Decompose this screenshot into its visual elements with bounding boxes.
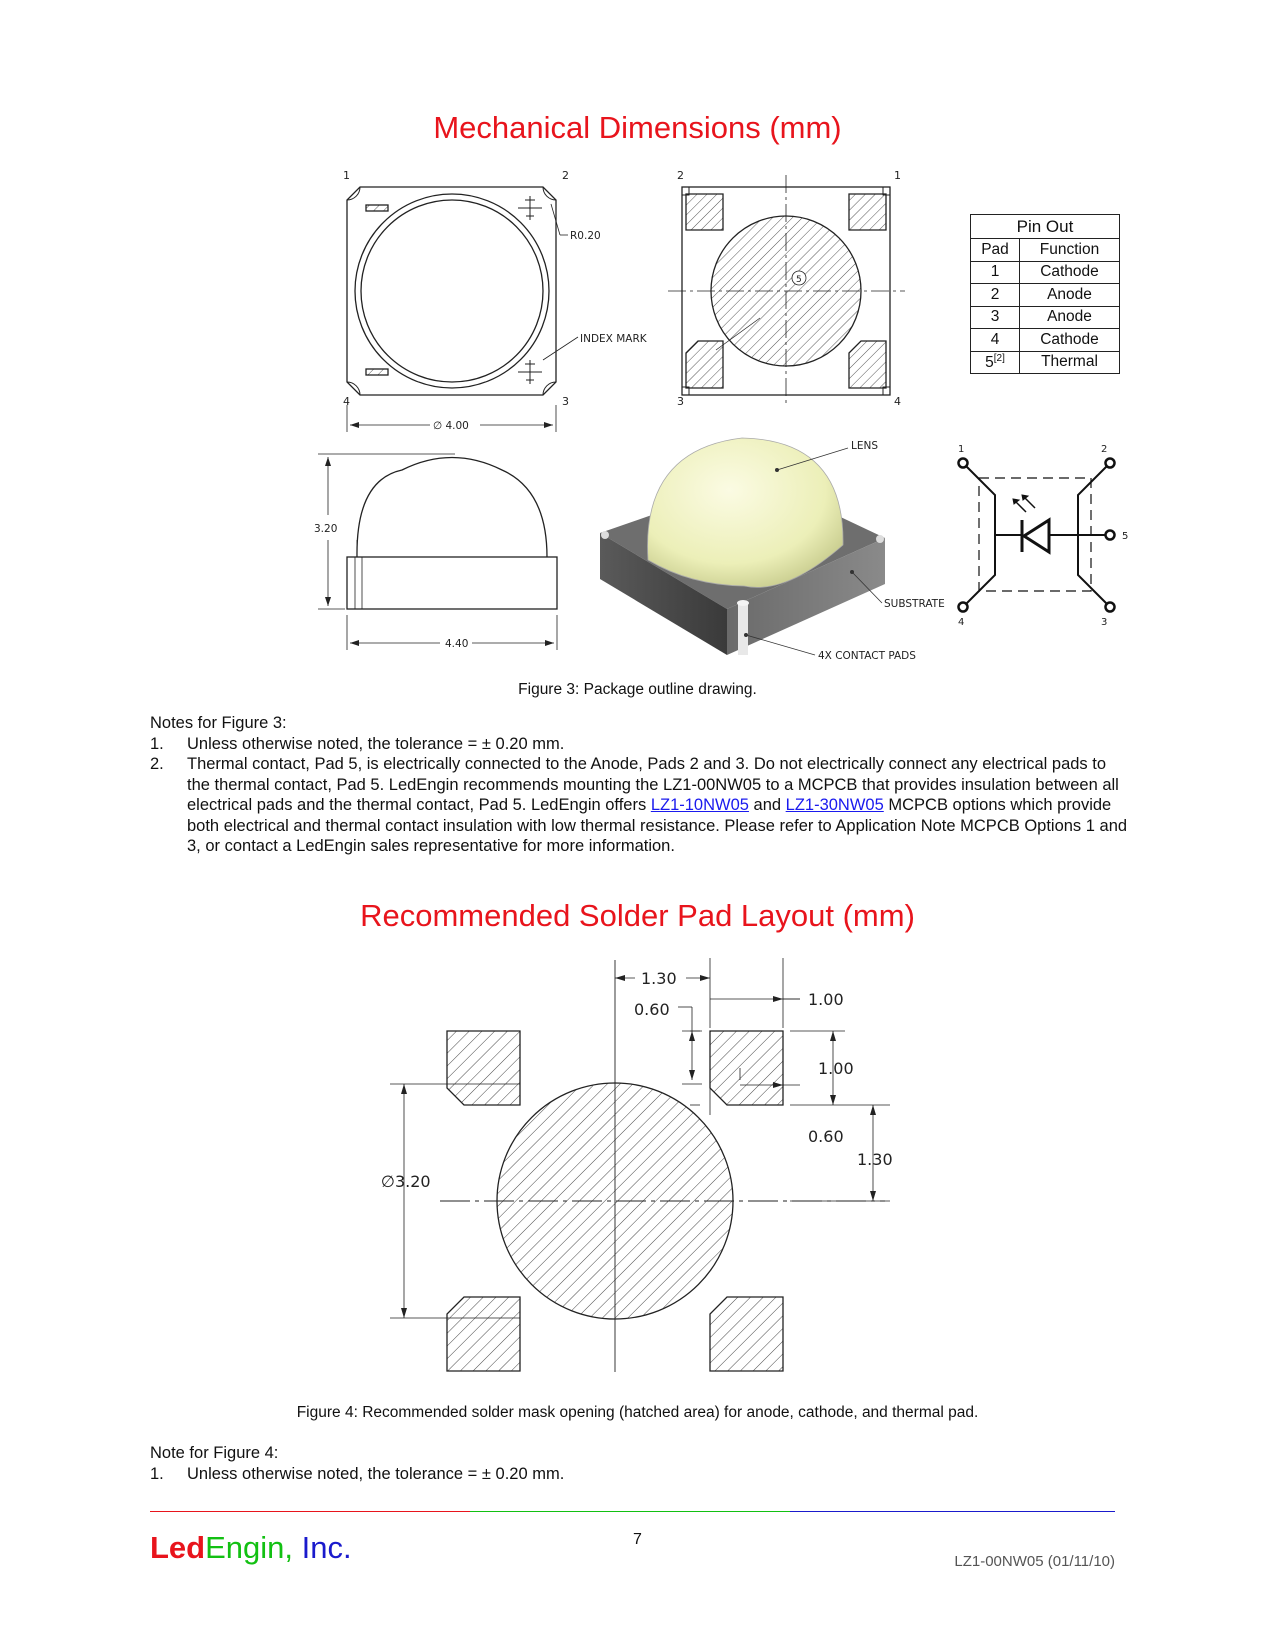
pinout-table: [970, 214, 1120, 374]
notes-heading: Note for Figure 4:: [150, 1444, 279, 1462]
note-item: 1. Unless otherwise noted, the tolerance = ± 0.20 mm.: [150, 734, 565, 753]
solder-pad-layout-drawing: [0, 940, 1275, 1380]
side-view: [318, 454, 557, 650]
pinout-header-function: Function: [1020, 239, 1120, 262]
company-logo: LedEngin, Inc.: [150, 1530, 352, 1565]
dim-label: 1.00: [818, 1059, 854, 1078]
corner-label: 1: [343, 169, 350, 182]
diameter-label: ∅ 4.00: [433, 420, 469, 432]
notes-heading: Notes for Figure 3:: [150, 714, 287, 732]
table-row: [971, 351, 1120, 374]
solder-pad-4: [447, 1297, 520, 1371]
pinout-title: Pin Out: [971, 215, 1120, 239]
pin-label: 3: [1101, 617, 1108, 628]
section-title-mechanical: Mechanical Dimensions (mm): [433, 110, 842, 145]
corner-label: 3: [562, 395, 569, 408]
solder-pad-3: [710, 1297, 783, 1371]
footer-rule-red: [150, 1511, 470, 1512]
corner-label: 3: [677, 395, 684, 408]
bottom-view: [668, 175, 905, 405]
pin-label: 2: [1101, 444, 1108, 455]
corner-label: 2: [562, 169, 569, 182]
function-cell: Thermal: [1020, 351, 1120, 374]
top-view: [347, 187, 578, 432]
pad-cell: 4: [971, 329, 1020, 352]
corner-label: 1: [894, 169, 901, 182]
figure3-notes: [150, 713, 1130, 857]
dim-label: 0.60: [634, 1000, 670, 1019]
note-item: 2. Thermal contact, Pad 5, is electrically connected to the Anode, Pads 2 and 3. Do not electrically connect any electrical pads to the thermal contact, Pad 5. LedEngin recommends mounting the LZ1-00NW05 to a MCPCB that provides insulation between all electrical pads and the thermal contact, Pad 5. LedEngin offers LZ1-10NW05 and LZ1-30NW05 MCPCB options which provide both electrical and thermal contact insulation with low thermal resistance. Please refer to Application Note MCPCB Options 1 and 3, or contact a LedEngin sales representative for more information.: [150, 755, 1128, 855]
solder-pad-2: [710, 1031, 783, 1105]
footer-rule-blue: [790, 1511, 1115, 1512]
note-item: 1. Unless otherwise noted, the tolerance = ± 0.20 mm.: [150, 1464, 565, 1483]
pin-label: 1: [958, 444, 965, 455]
document-id: LZ1-00NW05 (01/11/10): [954, 1553, 1115, 1570]
pad-cell: 5[2]: [971, 351, 1020, 374]
table-row: [971, 306, 1120, 329]
corner-label: 4: [894, 395, 901, 408]
isometric-render: [600, 438, 885, 655]
dim-label: 0.60: [808, 1127, 844, 1146]
function-cell: Cathode: [1020, 261, 1120, 284]
figure3-caption: Figure 3: Package outline drawing.: [518, 681, 757, 698]
table-row: [971, 329, 1120, 352]
link-lz1-10nw05[interactable]: LZ1-10NW05: [650, 796, 749, 814]
table-row: [971, 261, 1120, 284]
dim-label: 1.00: [808, 990, 844, 1009]
dim-label: ∅3.20: [381, 1172, 431, 1191]
pad-cell: 2: [971, 284, 1020, 307]
footnote-ref: [2]: [993, 352, 1005, 364]
section-title-solder: Recommended Solder Pad Layout (mm): [360, 898, 915, 933]
page-number: 7: [633, 1531, 642, 1548]
index-mark-label: INDEX MARK: [580, 333, 647, 345]
width-label: 4.40: [445, 638, 469, 650]
corner-label: 2: [677, 169, 684, 182]
solder-pad-1: [447, 1031, 520, 1105]
radius-label: R0.20: [570, 230, 601, 242]
function-cell: Anode: [1020, 284, 1120, 307]
schematic-diagram: [959, 459, 1115, 612]
footer-rule-green: [470, 1511, 790, 1512]
pad-cell: 1: [971, 261, 1020, 284]
pad-cell: 3: [971, 306, 1020, 329]
height-label: 3.20: [314, 523, 338, 535]
center-pad-label: 5: [796, 275, 802, 285]
function-cell: Anode: [1020, 306, 1120, 329]
lens-label: LENS: [851, 440, 879, 452]
pin-label: 5: [1122, 531, 1129, 542]
table-row: [971, 284, 1120, 307]
pinout-header-pad: Pad: [971, 239, 1020, 262]
figure4-notes: [150, 1443, 1130, 1484]
contact-pads-label: 4X CONTACT PADS: [818, 650, 916, 662]
link-lz1-30nw05[interactable]: LZ1-30NW05: [785, 796, 884, 814]
function-cell: Cathode: [1020, 329, 1120, 352]
substrate-label: SUBSTRATE: [884, 598, 945, 610]
corner-label: 4: [343, 395, 350, 408]
figure4-caption: Figure 4: Recommended solder mask opening (hatched area) for anode, cathode, and thermal pad.: [296, 1404, 979, 1421]
pin-label: 4: [958, 617, 965, 628]
dim-label: 1.30: [857, 1150, 893, 1169]
dim-label: 1.30: [641, 969, 677, 988]
